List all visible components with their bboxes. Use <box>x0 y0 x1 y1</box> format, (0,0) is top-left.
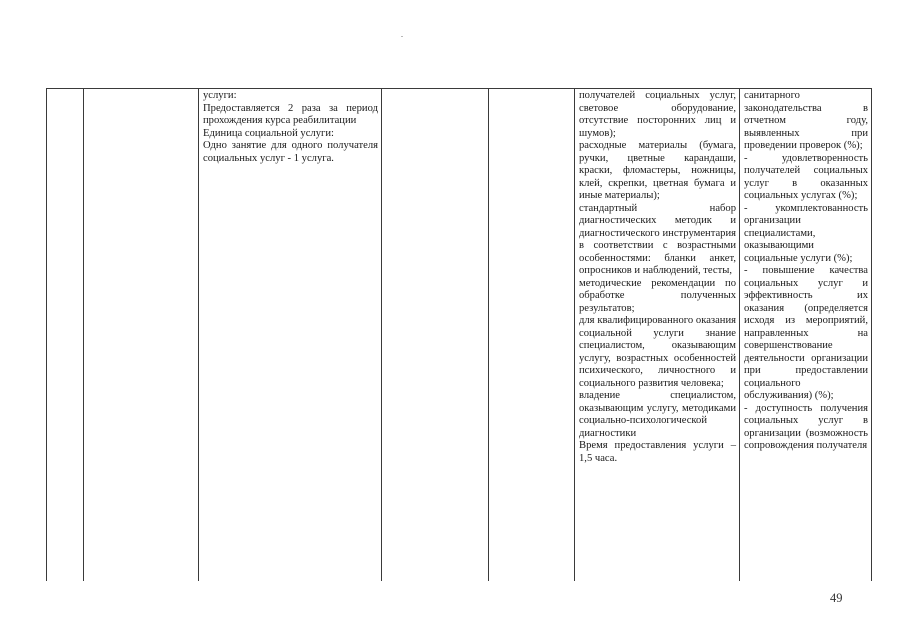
cell-quality-indicators <box>740 89 872 582</box>
cell-service-description <box>199 89 382 582</box>
indicator-paragraph: - повышение качества социальных услуг и эффективность их оказания (определяется исходя из мероприятий, направленных на совершенствование деятельности организации при предоставлении социального обслуживания) (%); <box>744 265 868 401</box>
scan-speck <box>401 36 403 37</box>
conditions-paragraph: получателей социальных услуг, световое оборудование, отсутствие посторонних лиц и шумов); <box>579 90 736 139</box>
cell-timing <box>382 89 489 582</box>
indicator-paragraph: - укомплектованность организации специалистами, оказывающими социальные услуги (%); <box>744 202 868 264</box>
cell-number <box>47 89 84 582</box>
conditions-paragraph: стандартный набор диагностических методик и диагностического инструментария в соответствии с возрастными особенностями: бланки анкет, опросников и наблюдений, тесты, <box>579 202 736 276</box>
cell-conditions <box>575 89 740 582</box>
service-text-line: Единица социальной услуги: <box>203 127 334 139</box>
indicator-paragraph: санитарного законодательства в отчетном году, выявленных при проведении проверок (%); <box>744 90 868 151</box>
page-number: 49 <box>830 591 843 605</box>
table-row <box>47 89 872 582</box>
services-table <box>46 88 872 581</box>
conditions-paragraph: методические рекомендации по обработке полученных результатов; <box>579 277 736 314</box>
conditions-paragraph: расходные материалы (бумага, ручки, цветные карандаши, краски, фломастеры, ножницы, клей, скрепки, цветная бумага и иные материалы); <box>579 140 736 201</box>
conditions-text <box>579 90 736 465</box>
indicator-paragraph: - удовлетворенность получателей социальных услуг в оказанных социальных услугах (%); <box>744 152 868 201</box>
cell-service-name <box>84 89 199 582</box>
conditions-paragraph: владение специалистом, оказывающим услугу, методиками социально-психологической диагностики <box>579 390 736 439</box>
service-description-text <box>203 90 378 165</box>
conditions-paragraph: Время предоставления услуги – 1,5 часа. <box>579 440 736 464</box>
indicator-paragraph: - доступность получения социальных услуг в организации (возможность сопровождения получателя <box>744 402 868 451</box>
cell-cost <box>489 89 575 582</box>
conditions-paragraph: для квалифицированного оказания социальной услуги знание специалистом, оказывающим услугу, возрастных особенностей психического, личностного и социального развития человека; <box>579 315 736 389</box>
service-text-line: услуги: <box>203 90 237 101</box>
service-text-line: Предоставляется 2 раза за период прохождения курса реабилитации <box>203 102 378 126</box>
indicators-text <box>744 90 868 453</box>
service-text-line: Одно занятие для одного получателя социальных услуг - 1 услуга. <box>203 140 378 164</box>
